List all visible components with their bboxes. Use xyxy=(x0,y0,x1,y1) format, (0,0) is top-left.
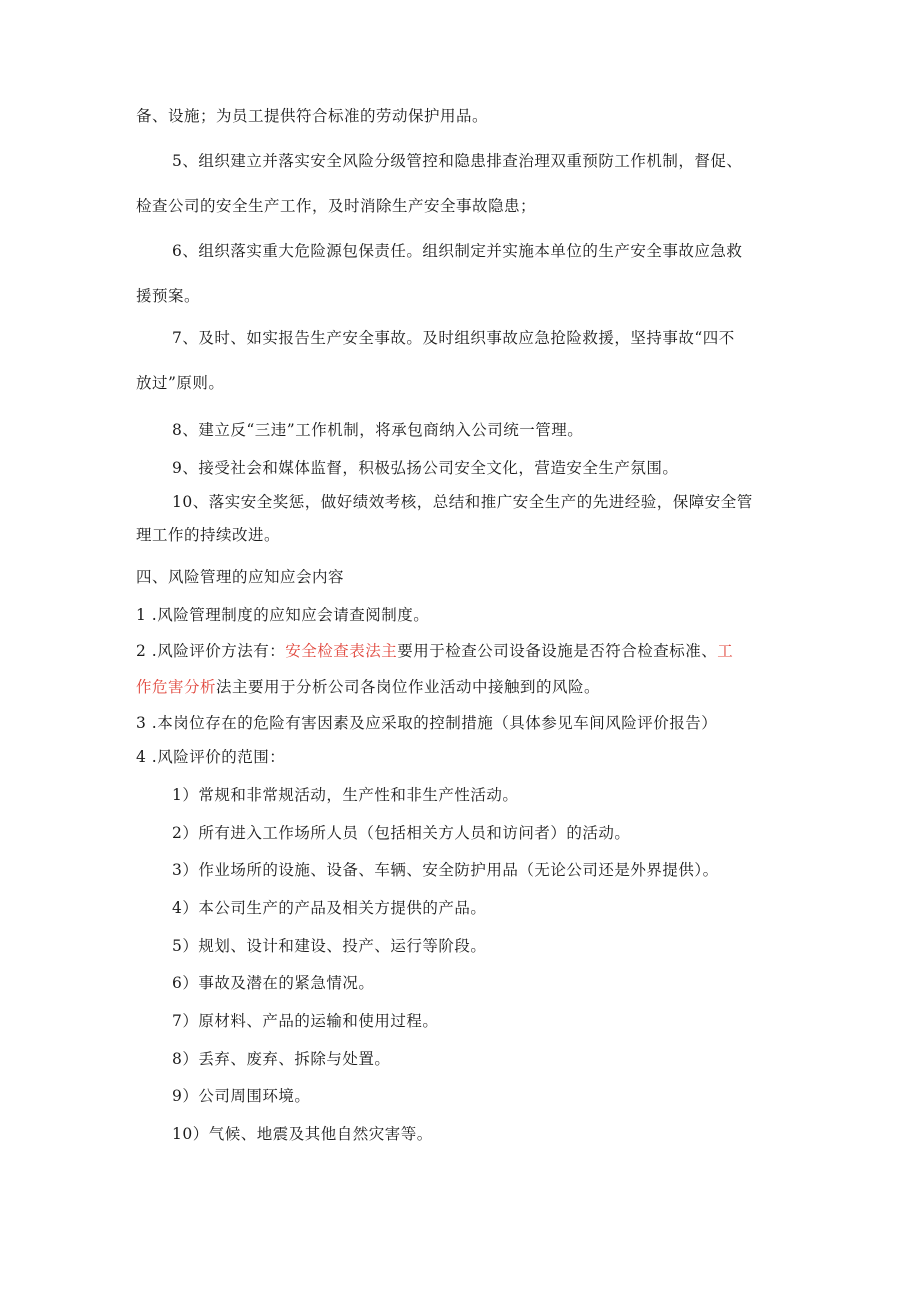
scope-item: 2）所有进入工作场所人员（包括相关方人员和访问者）的活动。 xyxy=(172,824,631,842)
highlighted-term: 作危害分析 xyxy=(136,678,217,696)
list-item-text: 2 .风险评价方法有： xyxy=(136,642,286,660)
scope-item: 3）作业场所的设施、设备、车辆、安全防护用品（无论公司还是外界提供）。 xyxy=(172,861,719,879)
scope-item: 8）丢弃、废弃、拆除与处置。 xyxy=(172,1050,391,1068)
scope-item: 1）常规和非常规活动，生产性和非生产性活动。 xyxy=(172,786,519,804)
paragraph-line: 6、组织落实重大危险源包保责任。组织制定并实施本单位的生产安全事故应急救 xyxy=(172,242,743,260)
list-item xyxy=(136,641,733,661)
list-item-continuation xyxy=(136,677,600,697)
list-item: 4 .风险评价的范围： xyxy=(136,748,286,766)
paragraph-line: 检查公司的安全生产工作，及时消除生产安全事故隐患； xyxy=(136,197,537,215)
scope-item: 6）事故及潜在的紧急情况。 xyxy=(172,974,375,992)
paragraph-line: 备、设施；为员工提供符合标准的劳动保护用品。 xyxy=(136,107,489,125)
paragraph-line: 5、组织建立并落实安全风险分级管控和隐患排查治理双重预防工作机制，督促、 xyxy=(172,152,743,170)
list-item: 1 .风险管理制度的应知应会请查阅制度。 xyxy=(136,606,430,624)
paragraph-line: 8、建立反“三违”工作机制，将承包商纳入公司统一管理。 xyxy=(172,421,584,439)
paragraph-line: 9、接受社会和媒体监督，积极弘扬公司安全文化，营造安全生产氛围。 xyxy=(172,459,679,477)
paragraph-line: 10、落实安全奖惩，做好绩效考核，总结和推广安全生产的先进经验，保障安全管 xyxy=(172,493,753,511)
scope-item: 10）气候、地震及其他自然灾害等。 xyxy=(172,1125,433,1143)
scope-item: 4）本公司生产的产品及相关方提供的产品。 xyxy=(172,899,487,917)
section-heading: 四、风险管理的应知应会内容 xyxy=(136,568,345,586)
paragraph-line: 放过”原则。 xyxy=(136,374,225,392)
paragraph-line: 7、及时、如实报告生产安全事故。及时组织事故应急抢险救援，坚持事故“四不 xyxy=(172,329,735,347)
scope-item: 5）规划、设计和建设、投产、运行等阶段。 xyxy=(172,937,487,955)
scope-item: 9）公司周围环境。 xyxy=(172,1087,311,1105)
scope-item: 7）原材料、产品的运输和使用过程。 xyxy=(172,1012,439,1030)
highlighted-term: 安全检查表法主 xyxy=(285,642,398,660)
list-item: 3 .本岗位存在的危险有害因素及应采取的控制措施（具体参见车间风险评价报告） xyxy=(136,714,718,732)
highlighted-term: 工 xyxy=(717,642,734,660)
list-item-text: 法主要用于分析公司各岗位作业活动中接触到的风险。 xyxy=(216,678,601,696)
paragraph-line: 援预案。 xyxy=(136,287,201,305)
paragraph-line: 理工作的持续改进。 xyxy=(136,526,281,544)
list-item-text: 要用于检查公司设备设施是否符合检查标准、 xyxy=(397,642,718,660)
